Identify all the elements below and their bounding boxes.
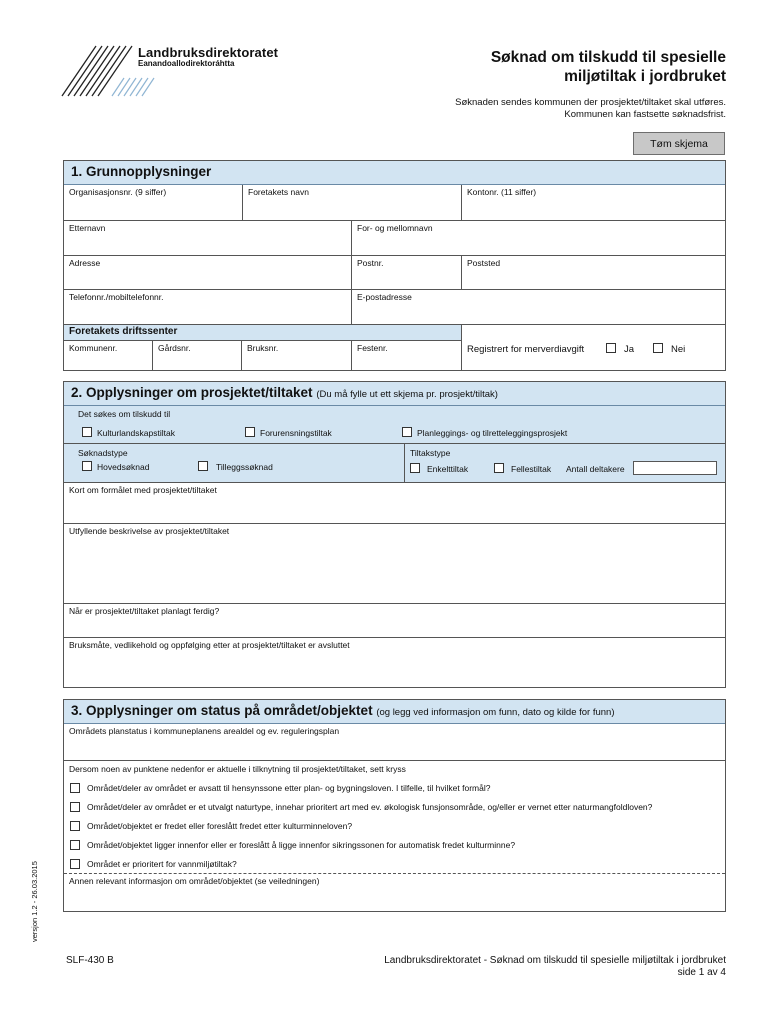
relevant-items-block xyxy=(64,760,725,873)
vat-label: Registrert for merverdiavgift xyxy=(467,344,585,355)
version-text: versjon 1.2 - 26.03.2015 xyxy=(30,861,39,942)
individual-measure-label: Enkelttiltak xyxy=(427,464,469,474)
postal-number-label: Postnr. xyxy=(357,258,384,268)
vat-no-label: Nei xyxy=(671,344,686,355)
main-application-checkbox[interactable] xyxy=(82,461,92,471)
surname-field[interactable] xyxy=(64,220,351,255)
farm-number-label: Gårdsnr. xyxy=(158,343,191,353)
item-1-label: Området/deler av området er avsatt til hensynssone etter plan- og bygningsloven. I tilfelle, til hvilket formål? xyxy=(87,783,491,793)
title-line-2: miljøtiltak i jordbruket xyxy=(564,68,726,85)
completion-field[interactable] xyxy=(64,603,725,637)
individual-measure-checkbox[interactable] xyxy=(410,463,420,473)
org-name-sami: Eanandoallodirektoráhtta xyxy=(138,59,235,68)
intro-text xyxy=(326,97,726,121)
description-label: Utfyllende beskrivelse av prosjektet/tiltaket xyxy=(69,526,230,536)
usage-field[interactable] xyxy=(64,637,725,687)
footer-page: side 1 av 4 xyxy=(677,967,726,978)
item-2-checkbox[interactable] xyxy=(70,802,80,812)
item-3-label: Området/objektet er fredet eller foreslått fredet etter kulturminneloven? xyxy=(87,821,353,831)
section-3-title-note: (og legg ved informasjon om funn, dato og kilde for funn) xyxy=(376,707,615,718)
plan-status-field[interactable] xyxy=(64,724,725,760)
company-name-label: Foretakets navn xyxy=(248,187,309,197)
title-line-1: Søknad om tilskudd til spesielle xyxy=(490,49,726,66)
vat-no-checkbox[interactable] xyxy=(653,343,663,353)
page-title xyxy=(396,48,726,86)
intro-line-2: Kommunen kan fastsette søknadsfrist. xyxy=(564,109,726,120)
plan-status-label: Områdets planstatus i kommuneplanens arealdel og ev. reguleringsplan xyxy=(69,726,340,736)
item-2-label: Området/deler av området er et utvalgt naturtype, innehar prioritert art med ev. økologisk funsjonsområde, og/eller er vernet etter naturmangfoldloven? xyxy=(87,802,653,812)
application-type-block xyxy=(64,443,404,482)
section-2-title-text: 2. Opplysninger om prosjektet/tiltaket xyxy=(71,385,313,400)
main-application-label: Hovedsøknad xyxy=(97,462,150,472)
grant-for-block xyxy=(64,406,725,443)
company-name-field[interactable] xyxy=(242,185,461,220)
pollution-checkbox[interactable] xyxy=(245,427,255,437)
vat-yes-label: Ja xyxy=(624,344,635,355)
purpose-field[interactable] xyxy=(64,482,725,523)
participants-label: Antall deltakere xyxy=(566,464,625,474)
org-number-label: Organisasjonsnr. (9 siffer) xyxy=(69,187,167,197)
use-number-label: Bruksnr. xyxy=(247,343,279,353)
postal-number-field[interactable] xyxy=(351,255,461,289)
pollution-label: Forurensningstiltak xyxy=(260,428,332,438)
section-1 xyxy=(63,160,726,371)
participants-input[interactable] xyxy=(633,461,717,475)
clear-form-button[interactable]: Tøm skjema xyxy=(633,132,725,155)
use-number-field[interactable] xyxy=(241,340,351,370)
item-5-checkbox[interactable] xyxy=(70,859,80,869)
operating-centre-header: Foretakets driftssenter xyxy=(64,324,461,340)
measure-type-label: Tiltakstype xyxy=(410,448,451,458)
vat-cell xyxy=(461,324,725,370)
joint-measure-label: Fellestiltak xyxy=(511,464,552,474)
intro-line-1: Søknaden sendes kommunen der prosjektet/tiltaket skal utføres. xyxy=(455,97,726,108)
relevant-intro-label: Dersom noen av punktene nedenfor er aktuelle i tilknytning til prosjektet/tiltaket, sett kryss xyxy=(69,764,406,774)
section-3-title xyxy=(64,700,725,724)
completion-label: Når er prosjektet/tiltaket planlagt ferdig? xyxy=(69,606,220,616)
account-number-field[interactable] xyxy=(461,185,725,220)
form-id: SLF-430 B xyxy=(66,955,114,966)
item-5-label: Området er prioritert for vannmiljøtiltak? xyxy=(87,859,237,869)
section-3-title-text: 3. Opplysninger om status på området/objektet xyxy=(71,703,373,718)
joint-measure-checkbox[interactable] xyxy=(494,463,504,473)
municipality-number-label: Kommunenr. xyxy=(69,343,118,353)
first-name-field[interactable] xyxy=(351,220,725,255)
lease-number-label: Festenr. xyxy=(357,343,388,353)
address-label: Adresse xyxy=(69,258,101,268)
purpose-label: Kort om formålet med prosjektet/tiltaket xyxy=(69,485,217,495)
item-1-checkbox[interactable] xyxy=(70,783,80,793)
farm-number-field[interactable] xyxy=(152,340,241,370)
email-field[interactable] xyxy=(351,289,725,324)
planning-checkbox[interactable] xyxy=(402,427,412,437)
email-label: E-postadresse xyxy=(357,292,412,302)
phone-field[interactable] xyxy=(64,289,351,324)
other-info-label: Annen relevant informasjon om området/objektet (se veiledningen) xyxy=(69,876,320,886)
postal-place-field[interactable] xyxy=(461,255,725,289)
measure-type-block xyxy=(404,443,725,482)
cultural-landscape-checkbox[interactable] xyxy=(82,427,92,437)
planning-label: Planleggings- og tilretteleggingsprosjekt xyxy=(417,428,568,438)
supplementary-application-label: Tilleggssøknad xyxy=(216,462,273,472)
usage-label: Bruksmåte, vedlikehold og oppfølging etter at prosjektet/tiltaket er avsluttet xyxy=(69,640,350,650)
section-2 xyxy=(63,381,726,688)
grant-for-label: Det søkes om tilskudd til xyxy=(78,409,171,419)
application-type-label: Søknadstype xyxy=(78,448,128,458)
surname-label: Etternavn xyxy=(69,223,106,233)
postal-place-label: Poststed xyxy=(467,258,501,268)
org-number-field[interactable] xyxy=(64,185,242,220)
footer-info xyxy=(384,955,726,979)
item-3-checkbox[interactable] xyxy=(70,821,80,831)
lease-number-field[interactable] xyxy=(351,340,461,370)
item-4-checkbox[interactable] xyxy=(70,840,80,850)
footer-doc-title: Landbruksdirektoratet - Søknad om tilskudd til spesielle miljøtiltak i jordbruket xyxy=(384,955,726,966)
phone-label: Telefonnr./mobiltelefonnr. xyxy=(69,292,164,302)
section-3 xyxy=(63,699,726,912)
other-info-field[interactable] xyxy=(64,873,725,911)
vat-yes-checkbox[interactable] xyxy=(606,343,616,353)
item-4-label: Området/objektet ligger innenfor eller er foreslått å ligge innenfor sikringssonen for automatisk fredet kulturminne? xyxy=(87,840,516,850)
description-field[interactable] xyxy=(64,523,725,603)
address-field[interactable] xyxy=(64,255,351,289)
section-2-title-note: (Du må fylle ut ett skjema pr. prosjekt/tiltak) xyxy=(316,389,498,400)
section-2-title xyxy=(64,382,725,406)
first-name-label: For- og mellomnavn xyxy=(357,223,433,233)
municipality-number-field[interactable] xyxy=(64,340,152,370)
supplementary-application-checkbox[interactable] xyxy=(198,461,208,471)
cultural-landscape-label: Kulturlandskapstiltak xyxy=(97,428,175,438)
org-name: Landbruksdirektoratet xyxy=(138,45,279,60)
section-1-title: 1. Grunnopplysninger xyxy=(64,161,725,185)
account-number-label: Kontonr. (11 siffer) xyxy=(467,187,537,197)
